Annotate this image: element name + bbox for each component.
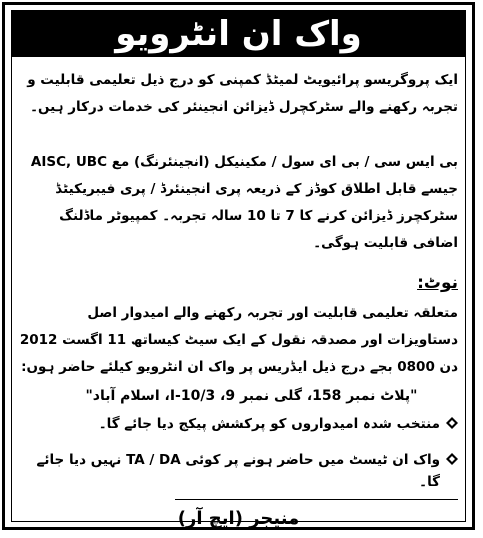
signature-title: منیجر (ایچ آر) — [177, 508, 300, 529]
requirements-paragraph: بی ایس سی / بی ای سول / مکینیکل (انجینئرنگ) مع AISC, UBC جیسے قابل اطلاق کوڈز کے ذریعہ پری انجینئرڈ / پری فیبریکیٹڈ سٹرکچرز ڈیزائن کرنے کا 7 تا 10 سالہ تجربہ۔ کمپیوٹر ماڈلنگ اضافی قابلیت ہوگی۔ — [30, 154, 458, 251]
job-advertisement — [2, 2, 475, 530]
divider — [175, 499, 458, 500]
diamond-bullet-icon — [446, 417, 458, 429]
diamond-bullet-icon — [446, 453, 458, 465]
ad-title: واک ان انٹرویو — [11, 11, 466, 57]
bullet-list — [19, 413, 458, 507]
note-heading: نوٹ: — [417, 273, 458, 293]
bullet-text: واک ان ٹیسٹ میں حاضر ہونے پر کوئی TA / DA نہیں دیا جائے گا۔ — [36, 452, 440, 490]
list-item — [19, 413, 458, 435]
intro-paragraph: ایک پروگریسو پرائیویٹ لمیٹڈ کمپنی کو درج ذیل تعلیمی قابلیت و تجربہ رکھنے والے سٹرکچرل ڈیزائن انجینئر کی خدمات درکار ہیں۔ — [27, 72, 458, 115]
bullet-text: منتخب شدہ امیدواروں کو پرکشش پیکج دیا جائے گا۔ — [98, 416, 440, 432]
list-item — [19, 449, 458, 493]
note-paragraph: متعلقہ تعلیمی قابلیت اور تجربہ رکھنے والے امیدوار اصل دستاویزات اور مصدقہ نقول کے ایک سیٹ کیساتھ 11 اگست 2012 دن 0800 بجے درج ذیل ایڈریس پر واک ان انٹرویو کیلئے حاضر ہوں: — [19, 305, 458, 375]
interview-address: "پلاٹ نمبر 158، گلی نمبر 9، I-10/3، اسلام آباد" — [85, 388, 418, 404]
